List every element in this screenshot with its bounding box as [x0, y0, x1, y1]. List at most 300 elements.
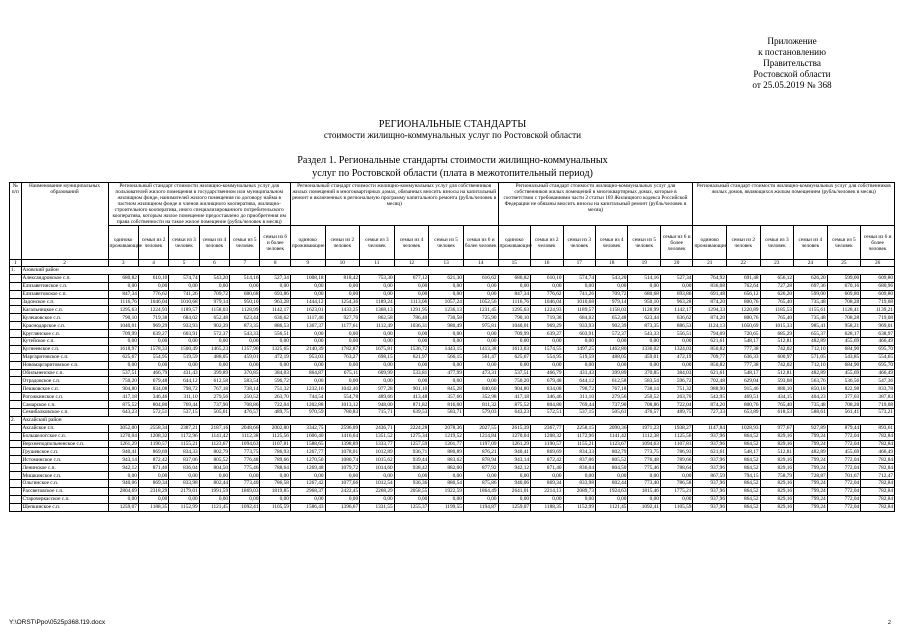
value-cell: 679,48	[138, 377, 168, 385]
value-cell: 880,10	[760, 385, 794, 393]
value-cell: 0,00	[325, 472, 360, 480]
value-cell: 1077,66	[325, 480, 360, 488]
value-cell: 963,28	[660, 298, 692, 306]
value-cell: 742,02	[760, 361, 794, 369]
value-cell: 869,69	[531, 448, 563, 456]
settlement-name-cell: Старочеркасское с.п.	[21, 495, 108, 503]
value-cell: 864,87	[290, 369, 325, 377]
value-cell: 937,96	[693, 440, 727, 448]
value-cell: 833,98	[563, 480, 595, 488]
value-cell: 709,77	[693, 353, 727, 361]
table-row	[10, 330, 895, 338]
value-cell: 609,80	[827, 290, 861, 298]
value-cell: 980,49	[429, 322, 464, 330]
value-cell: 519,59	[563, 353, 595, 361]
value-cell: 636,33	[726, 353, 760, 361]
value-cell: 1105,59	[660, 503, 692, 511]
appendix-line: Правительства	[763, 58, 821, 68]
value-cell: 482,89	[794, 369, 828, 377]
table-row	[10, 472, 895, 480]
table-row	[10, 409, 895, 417]
table-header-row	[10, 183, 895, 226]
value-cell: 829,16	[760, 480, 794, 488]
value-cell: 772,04	[827, 487, 861, 495]
value-cell: 1295,63	[108, 306, 138, 314]
value-cell: 0,00	[394, 330, 429, 338]
value-cell: 1588,65	[290, 440, 325, 448]
value-cell: 609,80	[861, 274, 895, 282]
value-cell: 2027,55	[463, 424, 498, 432]
value-cell: 1259,07	[108, 503, 138, 511]
value-cell: 942,12	[108, 464, 138, 472]
value-cell: 0,00	[199, 282, 229, 290]
table-row	[10, 385, 895, 393]
value-cell: 758,79	[760, 472, 794, 480]
settlement-name-cell: Ольгинское с.п.	[21, 480, 108, 488]
value-cell: 833,98	[169, 480, 199, 488]
subheader-cell: одиноко проживающие	[108, 226, 138, 260]
value-cell: 850,82	[693, 345, 727, 353]
value-cell: 864,52	[726, 495, 760, 503]
value-cell: 600,97	[760, 353, 794, 361]
value-cell: 626,20	[794, 274, 828, 282]
value-cell: 554,65	[861, 353, 895, 361]
value-cell: 583,54	[230, 377, 260, 385]
value-cell: 782,84	[861, 480, 895, 488]
value-cell: 940,06	[108, 480, 138, 488]
value-cell: 489,75	[660, 409, 692, 417]
value-cell: 782,84	[861, 495, 895, 503]
value-cell: 0,00	[463, 290, 498, 298]
value-cell: 958,21	[827, 322, 861, 330]
value-cell: 969,29	[138, 322, 168, 330]
column-number-cell: 20	[660, 260, 692, 267]
value-cell: 537,15	[563, 409, 595, 417]
appendix-line: к постановлению	[758, 47, 826, 57]
value-cell: 0,00	[498, 282, 530, 290]
value-cell: 798,72	[169, 385, 199, 393]
value-cell: 1199,55	[429, 503, 464, 511]
value-cell: 1782,87	[325, 345, 360, 353]
value-cell: 0,00	[429, 495, 464, 503]
value-cell: 1188,35	[531, 503, 563, 511]
column-number-cell: 19	[628, 260, 660, 267]
value-cell: 873,35	[628, 322, 660, 330]
value-cell: 788,64	[660, 464, 692, 472]
table-row	[10, 361, 895, 369]
value-cell: 0,00	[360, 361, 395, 369]
value-cell: 695,70	[861, 345, 895, 353]
value-cell: 537,51	[498, 369, 530, 377]
table-row	[10, 464, 895, 472]
value-cell: 804,80	[138, 401, 168, 409]
section-heading-line: Раздел 1. Региональные стандарты стоимости жилищно-коммунальных	[297, 155, 608, 166]
value-cell: 413,48	[394, 393, 429, 401]
value-cell: 829,16	[760, 487, 794, 495]
value-cell: 790,10	[108, 314, 138, 322]
value-cell: 799,24	[794, 480, 828, 488]
value-cell: 0,00	[463, 361, 498, 369]
value-cell: 536,56	[827, 377, 861, 385]
value-cell: 566,15	[429, 353, 464, 361]
settlement-name-cell: Отрадовское с.п.	[21, 377, 108, 385]
value-cell: 514,16	[628, 274, 660, 282]
settlement-name-cell: Истоминское с.п.	[21, 456, 108, 464]
value-cell: 1462,80	[595, 345, 627, 353]
value-cell: 1291,95	[394, 306, 429, 314]
value-cell: 489,75	[260, 409, 290, 417]
value-cell: 1257,59	[394, 440, 429, 448]
value-cell: 750,20	[498, 377, 530, 385]
settlement-name-cell: Кутейское с.п.	[21, 338, 108, 346]
value-cell: 0,00	[325, 282, 360, 290]
value-cell: 548,17	[726, 338, 760, 346]
value-cell: 370,85	[230, 369, 260, 377]
value-cell: 384,03	[260, 369, 290, 377]
value-cell: 0,00	[230, 338, 260, 346]
value-cell: 979,14	[199, 298, 229, 306]
value-cell: 840,60	[463, 385, 498, 393]
value-cell: 0,00	[660, 472, 692, 480]
value-cell: 0,00	[290, 361, 325, 369]
table-row	[10, 487, 895, 495]
value-cell: 477,99	[429, 369, 464, 377]
row-number-cell	[10, 353, 22, 361]
value-cell: 2090,36	[595, 424, 627, 432]
value-cell: 466,49	[861, 448, 895, 456]
value-cell: 698,15	[360, 353, 395, 361]
value-cell: 596,72	[660, 377, 692, 385]
value-cell: 675,11	[325, 369, 360, 377]
value-cell: 543,33	[230, 330, 260, 338]
value-cell: 765,40	[760, 298, 794, 306]
value-cell: 772,04	[827, 432, 861, 440]
value-cell: 0,00	[360, 377, 395, 385]
value-cell: 730,58	[429, 314, 464, 322]
value-cell: 1270,04	[108, 432, 138, 440]
value-cell: 636,62	[260, 314, 290, 322]
value-cell: 572,37	[595, 330, 627, 338]
value-cell: 1116,76	[498, 298, 530, 306]
value-cell: 0,00	[325, 290, 360, 298]
column-number-cell: 13	[429, 260, 464, 267]
value-cell: 936,36	[394, 480, 429, 488]
value-cell: 2422,45	[325, 487, 360, 495]
value-cell: 505,61	[199, 409, 229, 417]
column-number-cell: 23	[760, 260, 794, 267]
table-row	[10, 424, 895, 432]
value-cell: 1815,46	[628, 487, 660, 495]
value-cell: 943,14	[108, 456, 138, 464]
value-cell: 0,00	[563, 361, 595, 369]
value-cell: 476,57	[230, 409, 260, 417]
value-cell: 1121,45	[199, 503, 229, 511]
value-cell: 0,00	[394, 472, 429, 480]
value-cell: 940,41	[498, 448, 530, 456]
row-number-cell	[10, 424, 22, 432]
value-cell: 0,00	[199, 495, 229, 503]
value-cell: 311,10	[563, 393, 595, 401]
value-cell: 794,09	[693, 330, 727, 338]
subheader-cell: одиноко проживающие	[693, 226, 727, 260]
row-number-cell	[10, 448, 22, 456]
value-cell: 1938,27	[660, 424, 692, 432]
value-cell: 927,89	[794, 424, 828, 432]
value-cell: 0,00	[260, 282, 290, 290]
value-cell: 829,16	[760, 456, 794, 464]
value-cell: 352,98	[463, 393, 498, 401]
value-cell: 802,44	[199, 480, 229, 488]
subheader-cell: семьи из 4 человек	[394, 226, 429, 260]
table-row	[10, 377, 895, 385]
subheader-cell: одиноко проживающие	[498, 226, 530, 260]
value-cell: 877,92	[463, 464, 498, 472]
value-cell: 762,64	[726, 282, 760, 290]
value-cell: 975,81	[463, 322, 498, 330]
value-cell: 1172,96	[563, 432, 595, 440]
value-cell: 488,05	[199, 353, 229, 361]
value-cell: 417,18	[498, 393, 530, 401]
value-cell: 1013,12	[325, 401, 360, 409]
value-cell: 773,40	[230, 480, 260, 488]
value-cell: 0,00	[563, 495, 595, 503]
value-cell: 942,12	[498, 464, 530, 472]
value-cell: 1261,29	[108, 440, 138, 448]
value-cell: 940,41	[108, 448, 138, 456]
value-cell: 0,00	[230, 495, 260, 503]
value-cell: 712,10	[794, 345, 828, 353]
value-cell: 476,57	[628, 409, 660, 417]
value-cell: 571,05	[794, 353, 828, 361]
value-cell: 1261,29	[498, 440, 530, 448]
value-cell: 864,52	[726, 432, 760, 440]
value-cell: 719,38	[531, 314, 563, 322]
value-cell: 822,98	[827, 385, 861, 393]
value-cell: 2058,55	[394, 487, 429, 495]
value-cell: 0,00	[531, 282, 563, 290]
value-cell: 782,84	[861, 464, 895, 472]
value-cell: 488,05	[595, 353, 627, 361]
settlement-name-cell: Кулешовское с.п.	[21, 314, 108, 322]
value-cell: 404,23	[794, 393, 828, 401]
value-cell: 691,48	[693, 290, 727, 298]
value-cell: 1113,06	[394, 298, 429, 306]
subheader-cell: семьи из 5 человек	[230, 226, 260, 260]
value-cell: 609,80	[861, 290, 895, 298]
row-number-cell	[10, 440, 22, 448]
value-cell: 554,78	[325, 393, 360, 401]
row-number-cell	[10, 274, 22, 282]
value-cell: 0,00	[595, 282, 627, 290]
settlement-name-cell: Краснодарское с.п.	[21, 322, 108, 330]
value-cell: 709,72	[595, 290, 627, 298]
value-cell: 533,81	[394, 369, 429, 377]
footer-file-path: Y:\ORST\Ppo\0525p368.f19.docx	[9, 619, 106, 626]
value-cell: 1141,42	[199, 432, 229, 440]
value-cell: 883,62	[429, 456, 464, 464]
value-cell: 837,06	[563, 456, 595, 464]
value-cell: 782,84	[861, 487, 895, 495]
value-cell: 0,00	[463, 472, 498, 480]
row-number-cell	[10, 495, 22, 503]
column-number-cell: 22	[726, 260, 760, 267]
value-cell: 1139,21	[861, 306, 895, 314]
value-cell: 933,93	[563, 322, 595, 330]
value-cell: 1259,07	[498, 503, 530, 511]
value-cell: 572,51	[138, 409, 168, 417]
row-number-cell	[10, 464, 22, 472]
value-cell: 722,04	[660, 401, 692, 409]
value-cell: 1128,99	[230, 306, 260, 314]
value-cell: 431,43	[169, 369, 199, 377]
value-cell: 1112,38	[230, 432, 260, 440]
value-cell: 970,59	[290, 409, 325, 417]
value-cell: 864,52	[726, 440, 760, 448]
value-cell: 1112,38	[628, 432, 660, 440]
row-number-cell	[10, 298, 22, 306]
value-cell: 722,04	[260, 401, 290, 409]
value-cell: 2436,71	[360, 424, 395, 432]
value-cell: 610,10	[138, 274, 168, 282]
value-cell: 466,79	[138, 369, 168, 377]
table-row	[10, 290, 895, 298]
subheader-cell: семьи из 3 человек	[563, 226, 595, 260]
value-cell: 2214,13	[531, 487, 563, 495]
value-cell: 873,35	[230, 322, 260, 330]
value-cell: 864,52	[726, 456, 760, 464]
value-cell: 879,44	[827, 424, 861, 432]
value-cell: 874,20	[693, 314, 727, 322]
value-cell: 1050,69	[726, 322, 760, 330]
value-cell: 693,86	[660, 290, 692, 298]
settlement-name-cell: Обильненское с.п.	[21, 369, 108, 377]
value-cell: 1922,59	[429, 487, 464, 495]
value-cell: 735,48	[794, 314, 828, 322]
subheader-cell: семьи из 4 человек	[794, 226, 828, 260]
value-cell: 763,27	[325, 353, 360, 361]
settlement-name-cell: Елизаветовское с.п.	[21, 290, 108, 298]
value-cell: 1444,12	[290, 298, 325, 306]
value-cell: 800,76	[726, 298, 760, 306]
value-cell: 0,00	[138, 472, 168, 480]
settlement-name-cell: Кагальницкое с.п.	[21, 306, 108, 314]
value-cell: 1219,52	[429, 432, 464, 440]
value-cell: 2558,34	[138, 424, 168, 432]
value-cell: 656,12	[726, 290, 760, 298]
value-cell: 556,51	[660, 330, 692, 338]
value-cell: 1078,01	[325, 448, 360, 456]
value-cell: 387,83	[861, 393, 895, 401]
value-cell: 1864,49	[463, 487, 498, 495]
subheader-cell: семьи из 3 человек	[360, 226, 395, 260]
subheader-cell: одиноко проживающие	[290, 226, 325, 260]
value-cell: 1201,77	[429, 440, 464, 448]
value-cell: 735,48	[794, 298, 828, 306]
value-cell: 572,37	[199, 330, 229, 338]
value-cell: 626,20	[760, 290, 794, 298]
row-number-cell	[10, 322, 22, 330]
document-title: РЕГИОНАЛЬНЫЕ СТАНДАРТЫ	[378, 119, 527, 130]
value-cell: 805,52	[199, 456, 229, 464]
value-cell: 384,03	[660, 369, 692, 377]
row-number-cell	[10, 338, 22, 346]
value-cell: 0,00	[360, 330, 395, 338]
column-number-cell: 2	[21, 260, 108, 267]
value-cell: 933,93	[169, 322, 199, 330]
column-number-cell: 8	[260, 260, 290, 267]
row-number-cell	[10, 432, 22, 440]
table-row	[10, 448, 895, 456]
value-cell: 1015,33	[760, 322, 794, 330]
table-row	[10, 298, 895, 306]
value-cell: 0,00	[394, 377, 429, 385]
value-cell: 786,58	[260, 480, 290, 488]
row-number-cell	[10, 487, 22, 495]
table-row	[10, 480, 895, 488]
value-cell: 811,32	[463, 401, 498, 409]
value-cell: 789,66	[260, 456, 290, 464]
value-cell: 684,02	[563, 314, 595, 322]
subheader-cell: семьи из 2 человек	[138, 226, 168, 260]
value-cell: 1275,34	[394, 432, 429, 440]
value-cell: 0,00	[199, 361, 229, 369]
value-cell: 1107,81	[660, 440, 692, 448]
value-cell: 2048,66	[230, 424, 260, 432]
value-cell: 1010,68	[169, 298, 199, 306]
value-cell: 1270,04	[498, 432, 530, 440]
value-cell: 263,70	[660, 393, 692, 401]
value-cell: 0,00	[394, 282, 429, 290]
value-cell: 625,67	[108, 353, 138, 361]
value-cell: 904,80	[498, 385, 530, 393]
value-cell: 979,14	[595, 298, 627, 306]
value-cell: 799,24	[794, 487, 828, 495]
value-cell: 862,58	[360, 314, 395, 322]
value-cell: 786,40	[394, 314, 429, 322]
value-cell: 782,84	[861, 503, 895, 511]
value-cell: 0,00	[169, 361, 199, 369]
value-cell: 1189,24	[360, 298, 395, 306]
table-row	[10, 369, 895, 377]
row-number-cell	[10, 290, 22, 298]
value-cell: 0,00	[498, 361, 530, 369]
value-cell: 940,06	[498, 480, 530, 488]
column-number-cell: 14	[463, 260, 498, 267]
value-cell: 1092,41	[230, 503, 260, 511]
value-cell: 977,67	[760, 424, 794, 432]
value-cell: 953,03	[290, 353, 325, 361]
value-cell: 829,16	[760, 432, 794, 440]
appendix-line: Приложение	[767, 36, 817, 46]
value-cell: 1028,93	[726, 424, 760, 432]
value-cell: 1142,17	[660, 306, 692, 314]
value-cell: 1465,23	[199, 345, 229, 353]
value-cell: 0,00	[360, 282, 395, 290]
value-cell: 1015,62	[360, 456, 395, 464]
value-cell: 708,28	[827, 298, 861, 306]
value-cell: 799,24	[794, 495, 828, 503]
value-cell: 751,32	[660, 385, 692, 393]
value-cell: 0,00	[595, 338, 627, 346]
column-number-cell: 15	[498, 260, 530, 267]
value-cell: 1124,13	[693, 322, 727, 330]
value-cell: 738,14	[628, 385, 660, 393]
value-cell: 805,52	[595, 456, 627, 464]
value-cell: 1991,59	[199, 487, 229, 495]
value-cell: 1008,18	[290, 274, 325, 282]
value-cell: 1079,72	[325, 464, 360, 472]
value-cell: 583,54	[628, 377, 660, 385]
